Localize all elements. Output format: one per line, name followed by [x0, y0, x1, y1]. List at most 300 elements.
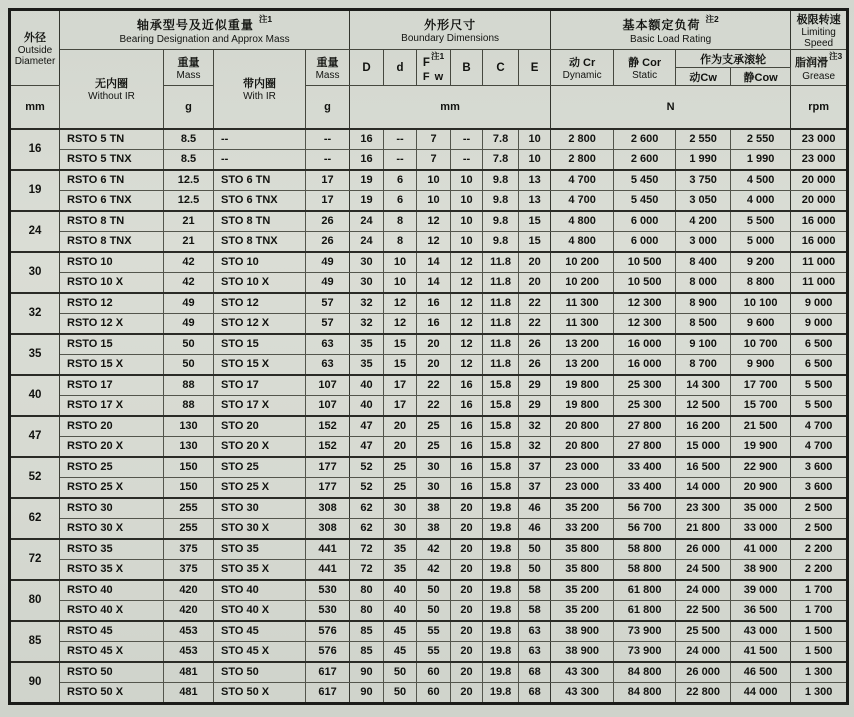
table-cell: 68: [519, 682, 551, 703]
table-cell: 11.8: [483, 293, 519, 314]
table-cell: 33 400: [614, 477, 676, 498]
table-cell: 50: [164, 334, 214, 355]
table-cell: 25: [417, 416, 451, 437]
designation-with-ir-cell: STO 25 X: [214, 477, 306, 498]
designation-with-ir-cell: STO 40 X: [214, 600, 306, 621]
table-cell: 58: [519, 580, 551, 601]
table-cell: 40: [350, 375, 384, 396]
table-cell: 50: [164, 354, 214, 375]
cr-label-en: Dynamic: [562, 70, 602, 81]
table-cell: 20: [451, 580, 483, 601]
table-cell: 30: [350, 252, 384, 273]
table-cell: 15.8: [483, 436, 519, 457]
outside-diameter-cell: 47: [10, 416, 60, 457]
table-cell: 15: [384, 334, 417, 355]
header-limiting-speed: [791, 10, 848, 50]
table-cell: 2 550: [676, 129, 731, 150]
table-cell: 9.8: [483, 170, 519, 191]
table-cell: 42: [417, 539, 451, 560]
table-cell: 10 100: [731, 293, 791, 314]
designation-without-ir-cell: RSTO 45: [60, 621, 164, 642]
table-cell: 57: [306, 313, 350, 334]
table-cell: 12: [417, 231, 451, 252]
table-cell: 8 900: [676, 293, 731, 314]
table-cell: 20 800: [551, 436, 614, 457]
table-cell: 10 500: [614, 272, 676, 293]
table-cell: 12.5: [164, 170, 214, 191]
table-cell: 3 050: [676, 190, 731, 211]
table-cell: 19.8: [483, 539, 519, 560]
table-cell: 16: [350, 129, 384, 150]
table-cell: 10: [384, 272, 417, 293]
designation-with-ir-cell: STO 50: [214, 662, 306, 683]
outside-diameter-cell: 32: [10, 293, 60, 334]
table-row: [10, 416, 848, 437]
without-ir-label-zh: 无内圈: [95, 78, 128, 91]
table-cell: 16: [451, 477, 483, 498]
table-cell: 2 800: [551, 129, 614, 150]
table-cell: 35 800: [551, 559, 614, 580]
table-cell: 152: [306, 416, 350, 437]
table-cell: 56 700: [614, 498, 676, 519]
table-cell: 46 500: [731, 662, 791, 683]
table-cell: 6: [384, 190, 417, 211]
designation-label-en: Bearing Designation and Approx Mass: [119, 33, 290, 45]
designation-with-ir-cell: STO 20 X: [214, 436, 306, 457]
table-cell: 12 300: [614, 313, 676, 334]
header-boundary-group: [350, 10, 551, 50]
table-cell: 20: [451, 600, 483, 621]
outside-diameter-cell: 24: [10, 211, 60, 252]
table-cell: 49: [164, 313, 214, 334]
table-cell: 1 700: [791, 600, 848, 621]
table-cell: 177: [306, 477, 350, 498]
table-cell: 107: [306, 375, 350, 396]
table-cell: 150: [164, 457, 214, 478]
table-cell: 35: [384, 539, 417, 560]
table-cell: 107: [306, 395, 350, 416]
table-row: [10, 641, 848, 662]
table-cell: 30: [417, 457, 451, 478]
table-cell: 10 200: [551, 252, 614, 273]
table-cell: 24: [350, 231, 384, 252]
designation-without-ir-cell: RSTO 17 X: [60, 395, 164, 416]
table-cell: 13 200: [551, 354, 614, 375]
designation-without-ir-cell: RSTO 35 X: [60, 559, 164, 580]
table-cell: 2 200: [791, 559, 848, 580]
outside-diameter-cell: 80: [10, 580, 60, 621]
table-row: [10, 539, 848, 560]
table-cell: 12: [451, 313, 483, 334]
designation-with-ir-cell: STO 6 TN: [214, 170, 306, 191]
table-cell: 19.8: [483, 580, 519, 601]
table-cell: 5 000: [731, 231, 791, 252]
table-cell: 61 800: [614, 580, 676, 601]
table-cell: 58 800: [614, 559, 676, 580]
table-cell: 46: [519, 518, 551, 539]
table-cell: 50: [384, 662, 417, 683]
table-cell: 24 000: [676, 641, 731, 662]
table-cell: 43 300: [551, 662, 614, 683]
table-cell: 5 450: [614, 190, 676, 211]
header-without-ir: [60, 50, 164, 129]
table-cell: 37: [519, 457, 551, 478]
header-outside-diameter: [10, 10, 60, 86]
table-cell: --: [306, 129, 350, 150]
table-cell: 441: [306, 559, 350, 580]
table-cell: 38: [417, 498, 451, 519]
table-cell: 16 500: [676, 457, 731, 478]
table-cell: 5 450: [614, 170, 676, 191]
table-cell: 12.5: [164, 190, 214, 211]
table-cell: 4 800: [551, 211, 614, 232]
table-cell: 61 800: [614, 600, 676, 621]
designation-with-ir-cell: STO 17 X: [214, 395, 306, 416]
table-row: [10, 170, 848, 191]
table-cell: 576: [306, 621, 350, 642]
table-row: [10, 354, 848, 375]
table-cell: 27 800: [614, 436, 676, 457]
table-cell: 85: [350, 641, 384, 662]
table-cell: 30: [417, 477, 451, 498]
designation-without-ir-cell: RSTO 12 X: [60, 313, 164, 334]
designation-with-ir-cell: STO 35 X: [214, 559, 306, 580]
table-cell: 21 800: [676, 518, 731, 539]
designation-with-ir-cell: STO 35: [214, 539, 306, 560]
header-dynamic-cr: [551, 50, 614, 86]
table-row: [10, 682, 848, 703]
table-cell: 26: [306, 231, 350, 252]
table-cell: 15: [519, 231, 551, 252]
table-cell: 12: [384, 313, 417, 334]
table-cell: 35: [350, 354, 384, 375]
boundary-label-en: Boundary Dimensions: [401, 33, 499, 44]
table-cell: 12: [451, 334, 483, 355]
table-cell: 30: [384, 498, 417, 519]
table-cell: 1 700: [791, 580, 848, 601]
table-cell: 50: [384, 682, 417, 703]
table-cell: 10: [519, 129, 551, 150]
mass2-label-zh: 重量: [316, 57, 339, 69]
table-cell: 22 800: [676, 682, 731, 703]
table-cell: --: [306, 149, 350, 170]
table-row: [10, 293, 848, 314]
designation-with-ir-cell: --: [214, 129, 306, 150]
table-cell: 9 200: [731, 252, 791, 273]
outside-diameter-cell: 35: [10, 334, 60, 375]
table-cell: 22 900: [731, 457, 791, 478]
table-cell: 1 500: [791, 621, 848, 642]
table-cell: 15: [384, 354, 417, 375]
designation-without-ir-cell: RSTO 12: [60, 293, 164, 314]
designation-without-ir-cell: RSTO 10 X: [60, 272, 164, 293]
unit-g-without-ir: g: [164, 86, 214, 129]
table-row: [10, 129, 848, 150]
table-cell: 8.5: [164, 129, 214, 150]
table-cell: 25 300: [614, 375, 676, 396]
table-cell: 20: [384, 436, 417, 457]
unit-rpm-speed: rpm: [791, 86, 848, 129]
table-cell: 481: [164, 682, 214, 703]
table-cell: 4 700: [791, 416, 848, 437]
table-cell: 16: [417, 313, 451, 334]
table-cell: 10: [384, 252, 417, 273]
table-cell: 19 800: [551, 395, 614, 416]
table-cell: 6 500: [791, 354, 848, 375]
table-cell: 14 300: [676, 375, 731, 396]
table-cell: 12: [384, 293, 417, 314]
table-cell: 25: [384, 477, 417, 498]
table-cell: 12: [451, 354, 483, 375]
table-cell: 49: [306, 252, 350, 273]
table-cell: 9 000: [791, 293, 848, 314]
grease-note: 注3: [829, 51, 843, 61]
outside-diameter-cell: 62: [10, 498, 60, 539]
table-cell: --: [451, 129, 483, 150]
header-mass-without-ir: [164, 50, 214, 86]
table-cell: 5 500: [791, 375, 848, 396]
header-static-cow: 静Cow: [731, 68, 791, 86]
table-cell: 60: [417, 662, 451, 683]
table-row: [10, 313, 848, 334]
table-cell: 6 000: [614, 211, 676, 232]
unit-mm-dimensions: mm: [350, 86, 551, 129]
table-cell: 42: [164, 252, 214, 273]
table-cell: 10: [451, 170, 483, 191]
designation-with-ir-cell: STO 8 TNX: [214, 231, 306, 252]
table-cell: 38 900: [551, 641, 614, 662]
table-cell: 57: [306, 293, 350, 314]
table-cell: 25 500: [676, 621, 731, 642]
table-row: [10, 559, 848, 580]
table-cell: 4 700: [551, 170, 614, 191]
table-cell: 19.8: [483, 662, 519, 683]
designation-without-ir-cell: RSTO 8 TNX: [60, 231, 164, 252]
table-cell: 530: [306, 580, 350, 601]
table-cell: 17: [306, 170, 350, 191]
table-cell: 19.8: [483, 641, 519, 662]
outside-diameter-cell: 30: [10, 252, 60, 293]
table-cell: 13 200: [551, 334, 614, 355]
table-cell: 2 500: [791, 518, 848, 539]
table-cell: 12: [451, 272, 483, 293]
table-cell: 10: [417, 170, 451, 191]
table-cell: 19.8: [483, 518, 519, 539]
table-cell: 11.8: [483, 272, 519, 293]
table-row: [10, 375, 848, 396]
table-row: [10, 231, 848, 252]
designation-with-ir-cell: STO 15: [214, 334, 306, 355]
cor-label-en: Static: [632, 70, 658, 81]
speed-label-en1: Limiting: [801, 27, 836, 38]
designation-with-ir-cell: STO 15 X: [214, 354, 306, 375]
table-cell: 90: [350, 662, 384, 683]
boundary-label-zh: 外形尺寸: [424, 18, 477, 32]
table-cell: 10 700: [731, 334, 791, 355]
table-cell: 4 500: [731, 170, 791, 191]
table-cell: 9 000: [791, 313, 848, 334]
table-cell: 26 000: [676, 539, 731, 560]
table-cell: 41 500: [731, 641, 791, 662]
table-cell: 30: [384, 518, 417, 539]
table-cell: 9.8: [483, 231, 519, 252]
designation-note: 注1: [258, 13, 273, 24]
table-cell: 375: [164, 559, 214, 580]
table-cell: 26 000: [676, 662, 731, 683]
table-row: [10, 190, 848, 211]
table-cell: 453: [164, 641, 214, 662]
table-cell: 14 000: [676, 477, 731, 498]
table-cell: 6 500: [791, 334, 848, 355]
table-cell: 33 000: [731, 518, 791, 539]
table-cell: 23 000: [791, 129, 848, 150]
table-cell: 20: [384, 416, 417, 437]
table-cell: 308: [306, 518, 350, 539]
mass1-label-zh: 重量: [177, 57, 200, 69]
table-cell: 25: [417, 436, 451, 457]
outside-diameter-label-en1: Outside: [17, 45, 53, 56]
table-cell: 72: [350, 539, 384, 560]
table-cell: 375: [164, 539, 214, 560]
table-cell: 20 000: [791, 190, 848, 211]
table-cell: 11.8: [483, 313, 519, 334]
table-cell: 47: [350, 436, 384, 457]
table-cell: 73 900: [614, 621, 676, 642]
table-cell: --: [384, 149, 417, 170]
designation-without-ir-cell: RSTO 35: [60, 539, 164, 560]
header-dim-E: E: [519, 50, 551, 86]
table-cell: 24 500: [676, 559, 731, 580]
table-cell: 7: [417, 129, 451, 150]
table-cell: 16: [451, 416, 483, 437]
designation-without-ir-cell: RSTO 50: [60, 662, 164, 683]
table-cell: 35 200: [551, 580, 614, 601]
designation-without-ir-cell: RSTO 40: [60, 580, 164, 601]
table-row: [10, 621, 848, 642]
table-cell: 36 500: [731, 600, 791, 621]
table-cell: 2 600: [614, 129, 676, 150]
table-cell: 2 800: [551, 149, 614, 170]
designation-with-ir-cell: --: [214, 149, 306, 170]
table-cell: 15.8: [483, 416, 519, 437]
header-dim-B: B: [451, 50, 483, 86]
table-cell: 45: [384, 641, 417, 662]
table-cell: 19 800: [551, 375, 614, 396]
table-cell: 20: [451, 498, 483, 519]
table-cell: 8 500: [676, 313, 731, 334]
table-cell: 21: [164, 211, 214, 232]
table-cell: 4 000: [731, 190, 791, 211]
table-cell: 10 200: [551, 272, 614, 293]
table-cell: 22: [519, 293, 551, 314]
table-cell: 46: [519, 498, 551, 519]
table-cell: 33 400: [614, 457, 676, 478]
table-cell: 16 200: [676, 416, 731, 437]
header-dim-D: D: [350, 50, 384, 86]
table-cell: 19.8: [483, 559, 519, 580]
table-cell: 47: [350, 416, 384, 437]
cr-label-zh: 动 Cr: [568, 57, 596, 69]
table-cell: 40: [384, 600, 417, 621]
table-cell: 90: [350, 682, 384, 703]
with-ir-label-en: With IR: [243, 91, 276, 103]
designation-without-ir-cell: RSTO 6 TNX: [60, 190, 164, 211]
designation-without-ir-cell: RSTO 30 X: [60, 518, 164, 539]
table-cell: 68: [519, 662, 551, 683]
table-cell: 29: [519, 395, 551, 416]
table-cell: 15 000: [676, 436, 731, 457]
table-cell: 11 000: [791, 272, 848, 293]
table-cell: 55: [417, 641, 451, 662]
table-cell: 32: [519, 436, 551, 457]
table-cell: 20: [451, 539, 483, 560]
table-cell: 11.8: [483, 252, 519, 273]
grease-label-en: Grease: [802, 71, 836, 82]
table-cell: 20: [451, 662, 483, 683]
unit-g-with-ir: g: [306, 86, 350, 129]
dim-F-note: 注1: [430, 50, 445, 61]
table-row: [10, 457, 848, 478]
designation-with-ir-cell: STO 8 TN: [214, 211, 306, 232]
table-header: [10, 10, 848, 129]
without-ir-label-en: Without IR: [88, 91, 135, 103]
designation-without-ir-cell: RSTO 50 X: [60, 682, 164, 703]
table-cell: 35 800: [551, 539, 614, 560]
table-cell: 19 900: [731, 436, 791, 457]
designation-with-ir-cell: STO 30: [214, 498, 306, 519]
table-cell: 9 600: [731, 313, 791, 334]
table-cell: 441: [306, 539, 350, 560]
table-cell: 35: [350, 334, 384, 355]
table-cell: 4 200: [676, 211, 731, 232]
designation-with-ir-cell: STO 12 X: [214, 313, 306, 334]
table-cell: 130: [164, 416, 214, 437]
table-cell: 20 000: [791, 170, 848, 191]
table-cell: 6 000: [614, 231, 676, 252]
outside-diameter-cell: 72: [10, 539, 60, 580]
table-cell: 1 300: [791, 682, 848, 703]
table-cell: 15.8: [483, 375, 519, 396]
table-cell: 20: [417, 334, 451, 355]
table-row: [10, 518, 848, 539]
table-cell: 21: [164, 231, 214, 252]
table-cell: 58 800: [614, 539, 676, 560]
table-cell: 22 500: [676, 600, 731, 621]
outside-diameter-cell: 85: [10, 621, 60, 662]
table-cell: --: [451, 149, 483, 170]
table-cell: 16: [451, 457, 483, 478]
table-cell: 58: [519, 600, 551, 621]
dim-F-label: F: [422, 56, 430, 69]
table-cell: 22: [417, 395, 451, 416]
designation-without-ir-cell: RSTO 25: [60, 457, 164, 478]
header-dynamic-cw: 动Cw: [676, 68, 731, 86]
table-cell: 73 900: [614, 641, 676, 662]
table-cell: 3 600: [791, 457, 848, 478]
table-cell: 19: [350, 190, 384, 211]
mass1-label-en: Mass: [176, 70, 201, 81]
table-cell: 16: [451, 395, 483, 416]
designation-without-ir-cell: RSTO 17: [60, 375, 164, 396]
table-cell: 2 200: [791, 539, 848, 560]
table-cell: 88: [164, 395, 214, 416]
table-cell: 8: [384, 211, 417, 232]
table-cell: 62: [350, 518, 384, 539]
table-cell: 130: [164, 436, 214, 457]
table-cell: 35 200: [551, 498, 614, 519]
table-cell: 16 000: [614, 334, 676, 355]
table-cell: 52: [350, 477, 384, 498]
